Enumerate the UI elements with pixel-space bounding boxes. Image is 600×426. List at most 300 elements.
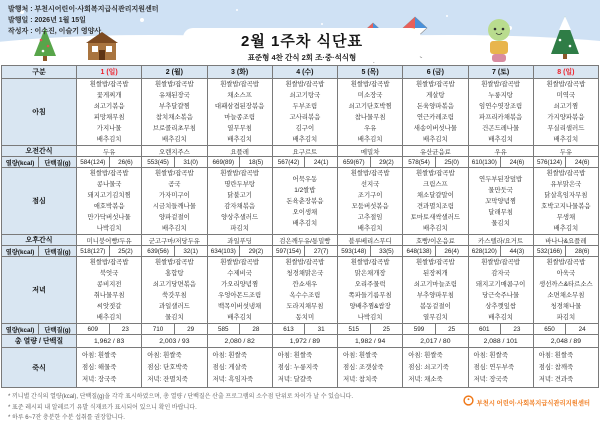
am-snack-cell: 우유: [468, 146, 533, 157]
menu-item: 콩나물국: [96, 181, 122, 188]
menu-item: 파프리카채볶음: [479, 114, 523, 121]
menu-item: 물김치: [165, 314, 184, 321]
kcal-value: 634(103): [207, 246, 240, 257]
menu-item: 돼지고기김치찜: [87, 192, 131, 199]
menu-item: 건곤드레나물: [482, 125, 520, 132]
lunch-cell: [468, 168, 533, 235]
porridge-cell: [142, 348, 207, 388]
breakfast-label: 아침: [2, 79, 77, 146]
menu-item: 배추김치: [162, 225, 187, 232]
publish-date-line: 발행일 : 2026년 1월 15일: [8, 16, 86, 24]
kcal-3-row: [2, 324, 599, 335]
menu-item: 흰쌀밥/잡곡밥: [415, 81, 455, 88]
pm-snack-cell: 카스텔라/요거트: [468, 235, 533, 246]
menu-item: 유채된장국: [158, 92, 190, 99]
menu-item: 파김치: [230, 225, 249, 232]
menu-item: 열무김치: [423, 314, 448, 321]
protein-value: 23: [109, 324, 142, 335]
breakfast-row: [2, 79, 599, 146]
menu-item: 배추김치: [488, 136, 513, 143]
menu-item: 크림스프: [423, 181, 448, 188]
kcal-value: 610(130): [468, 157, 501, 168]
menu-item: 돈육양파볶음: [416, 103, 454, 110]
menu-item: 명란두부탕: [224, 181, 256, 188]
menu-item: 양배추찜&쌈장: [349, 303, 391, 310]
menu-item: 배추김치: [227, 136, 252, 143]
title-box: [183, 28, 421, 62]
kcal-value: 659(67): [338, 157, 371, 168]
menu-item: 김구이: [295, 125, 315, 132]
kcal-value: 601: [468, 324, 501, 335]
menu-item: 연근카레조림: [416, 114, 454, 121]
protein-value: 28(6): [566, 246, 599, 257]
menu-item: 임연수엿장조림: [479, 103, 523, 110]
logo-text: 부천시 어린이·사회복지급식관리지원센터: [476, 399, 590, 407]
menu-item: 점심: 게살죽: [212, 363, 247, 371]
menu-item: 양파겉절이: [158, 214, 190, 221]
dinner-cell: [468, 257, 533, 324]
character-icon: [482, 18, 516, 63]
am-snack-cell: 요플레: [207, 146, 272, 157]
kcal-label: 열량(kcal): [2, 157, 39, 168]
footer: [0, 388, 600, 424]
menu-item: 저녁: 참치죽: [343, 375, 378, 383]
am-snack-cell: 오렌지주스: [142, 146, 207, 157]
menu-item: 아침: 흰쌀죽: [212, 351, 247, 359]
protein-label: 단백질(g): [39, 324, 77, 335]
menu-item: 만가닥버섯나물: [87, 214, 131, 221]
menu-item: 가오리양념찜: [221, 281, 259, 288]
protein-value: 29: [174, 324, 207, 335]
menu-item: 쇠고기단호박찜: [348, 103, 392, 110]
menu-item: 아침: 흰쌀죽: [277, 351, 313, 359]
protein-value: 44(3): [501, 246, 534, 257]
menu-item: 청경채나물: [550, 303, 582, 310]
porridge-row: [2, 348, 599, 388]
menu-item: 흰쌀밥/잡곡밥: [154, 170, 194, 177]
lunch-cell: [338, 168, 403, 235]
menu-item: 돼지고기매콤구이: [475, 281, 526, 288]
pm-snack-cell: 군고구마/저당두유: [142, 235, 207, 246]
menu-item: 아침: 흰쌀죽: [538, 351, 574, 359]
menu-item: 흰쌀밥/잡곡밥: [481, 81, 521, 88]
menu-item: 꽃게찌개: [96, 92, 122, 99]
day-header-8: 8 (일): [533, 66, 598, 79]
kcal-value: 648(138): [403, 246, 436, 257]
protein-value: 24(6): [501, 157, 534, 168]
protein-value: 25: [435, 324, 468, 335]
kcal-value: 593(148): [338, 246, 371, 257]
footnote: * 하루 6~7잔 충분한 수분 섭취를 권장합니다.: [8, 415, 125, 421]
pm-snack-cell: 과일푸딩: [207, 235, 272, 246]
protein-value: 25: [370, 324, 403, 335]
dinner-label: 저녁: [2, 257, 77, 324]
menu-item: 아침: 흰쌀죽: [82, 351, 117, 359]
menu-item: 유부맑은국: [550, 181, 582, 188]
breakfast-cell: [142, 79, 207, 146]
menu-item: 돈육춘장볶음: [286, 197, 324, 205]
dinner-cell: [403, 257, 468, 324]
kcal-value: 599: [403, 324, 436, 335]
menu-item: 연두부된장덮밥: [479, 175, 523, 183]
menu-item: 부추양파무침: [416, 292, 454, 299]
menu-item: 취나물무침: [93, 292, 125, 299]
menu-item: 저녁: 달걀죽: [277, 375, 313, 383]
dinner-cell: [272, 257, 337, 324]
menu-item: 저녁: 잔멸치죽: [147, 375, 188, 383]
lunch-cell: [142, 168, 207, 235]
breakfast-cell: [272, 79, 337, 146]
porridge-cell: [533, 348, 598, 388]
dinner-cell: [77, 257, 142, 324]
kcal-value: 553(45): [142, 157, 175, 168]
menu-item: 누룽지탕: [488, 92, 513, 99]
menu-item: 흰쌀밥/잡곡밥: [481, 259, 521, 266]
menu-item: 우유: [363, 125, 377, 132]
menu-item: 흰쌀밥/잡곡밥: [89, 259, 129, 266]
menu-item: 애호박볶음: [93, 203, 125, 210]
menu-item: 흰쌀밥/잡곡밥: [415, 170, 455, 177]
menu-item: 나박김치: [96, 225, 122, 232]
kcal-value: 567(42): [272, 157, 305, 168]
protein-value: 28: [240, 324, 273, 335]
total-value: 1,982 / 94: [338, 335, 403, 348]
page-title: 2월 1주차 식단표: [241, 33, 363, 50]
protein-value: 33(5): [370, 246, 403, 257]
menu-item: 감자채볶음: [224, 203, 256, 210]
protein-value: 23: [501, 324, 534, 335]
am-snack-cell: 두유: [533, 146, 598, 157]
pm-snack-cell: 바나나&요플레: [533, 235, 598, 246]
kcal-value: 576(124): [533, 157, 566, 168]
porridge-cell: [403, 348, 468, 388]
kcal-value: 578(54): [403, 157, 436, 168]
menu-item: 배추김치: [96, 314, 122, 321]
menu-item: 저녁: 장국죽: [82, 375, 117, 383]
day-header-3: 3 (화): [207, 66, 272, 79]
protein-value: 26(6): [109, 157, 142, 168]
menu-item: 저녁: 장국죽: [473, 375, 508, 383]
day-header-4: 4 (수): [272, 66, 337, 79]
menu-item: 마늘종조림: [224, 114, 256, 121]
protein-value: 31(0): [174, 157, 207, 168]
menu-item: 저녁: 채소죽: [408, 375, 443, 383]
protein-value: 26(4): [435, 246, 468, 257]
menu-item: 쇠고기마늘조림: [413, 281, 457, 288]
porridge-cell: [77, 348, 142, 388]
menu-item: 북엇국: [99, 270, 119, 277]
protein-value: 31: [305, 324, 338, 335]
menu-item: 점심: 해물죽: [82, 363, 117, 371]
menu-item: 점심: 조갯살죽: [343, 363, 384, 371]
kcal-value: 597(154): [272, 246, 305, 257]
menu-item: 꼬막양념찜: [485, 197, 517, 205]
day-header-7: 7 (토): [468, 66, 533, 79]
menu-item: 흰쌀밥/잡곡밥: [350, 259, 390, 266]
kcal-value: 515: [338, 324, 371, 335]
day-header-5: 5 (목): [338, 66, 403, 79]
breakfast-cell: [338, 79, 403, 146]
kcal-value: 518(127): [77, 246, 110, 257]
menu-item: 무실리샐러드: [547, 125, 585, 132]
menu-item: 아침: 흰쌀죽: [473, 351, 508, 359]
menu-item: 점심: 누룽지죽: [277, 363, 319, 371]
menu-item: 동치미: [295, 314, 315, 321]
menu-item: 파김치: [556, 314, 576, 321]
day-header-1: 1 (일): [77, 66, 142, 79]
kcal-value: 669(89): [207, 157, 240, 168]
menu-item: 된장찌개: [423, 270, 448, 277]
menu-item: 청경채맑은국: [286, 270, 324, 277]
menu-item: 과일샐러드: [158, 303, 190, 310]
menu-item: 가자미구이: [158, 192, 190, 199]
day-header-6: 6 (금): [403, 66, 468, 79]
menu-item: 견과멸치조림: [416, 203, 454, 210]
dinner-cell: [338, 257, 403, 324]
menu-item: 상추깻잎쌈: [485, 303, 517, 310]
lunch-cell: [272, 168, 337, 235]
protein-value: 27(7): [305, 246, 338, 257]
kcal-value: 628(120): [468, 246, 501, 257]
menu-item: 당근숙주나물: [482, 292, 520, 299]
am-snack-cell: 메밀차: [338, 146, 403, 157]
menu-item: 1/2쌀밥: [294, 186, 316, 194]
menu-item: 아침: 흰쌀죽: [408, 351, 443, 359]
meal-plan-table: [1, 65, 599, 388]
menu-item: 시금치들깨나물: [152, 203, 196, 210]
pm-snack-cell: 검은깨두유/통밀빵: [272, 235, 337, 246]
menu-item: 흰쌀밥/잡곡밥: [220, 170, 260, 177]
menu-item: 점심: 단호박죽: [147, 363, 188, 371]
page-subtitle: 표준형 4찬 간식 2회 조·중·석식형: [247, 53, 357, 62]
menu-item: 아욱국: [556, 270, 576, 277]
pm-snack-row: [2, 235, 599, 246]
kcal-label: 열량(kcal): [2, 246, 39, 257]
menu-item: 흰쌀밥/잡곡밥: [285, 259, 325, 266]
menu-item: 부추달걀찜: [158, 103, 190, 110]
menu-item: 홍합탕: [165, 270, 184, 277]
porridge-label: 죽식: [2, 348, 77, 388]
protein-value: 29(2): [240, 246, 273, 257]
menu-item: 흰쌀밥/잡곡밥: [350, 170, 390, 177]
kcal-label: 열량(kcal): [2, 324, 39, 335]
menu-item: 흰쌀밥/잡곡밥: [415, 259, 455, 266]
menu-item: 쇠고기탕국: [289, 92, 321, 99]
lunch-cell: [77, 168, 142, 235]
menu-item: 오이생채: [292, 208, 318, 216]
menu-item: 곰국: [168, 181, 181, 188]
total-row: [2, 335, 599, 348]
menu-item: 배추김치: [423, 225, 448, 232]
publisher-line: 발행처 : 부천시어린이·사회복지급식관리지원센터: [8, 6, 159, 13]
menu-item: 고사리볶음: [289, 114, 321, 121]
menu-item: 옥수수조림: [289, 292, 321, 299]
menu-item: 백목이버섯냉채: [218, 303, 262, 310]
menu-item: 대패삼겹된장볶음: [214, 103, 265, 110]
kcal-value: 532(166): [533, 246, 566, 257]
lunch-cell: [207, 168, 272, 235]
lunch-cell: [403, 168, 468, 235]
protein-value: 29(2): [370, 157, 403, 168]
menu-item: 열무무침: [227, 125, 252, 132]
dinner-cell: [207, 257, 272, 324]
protein-label: 단백질(g): [39, 246, 77, 257]
lunch-cell: [533, 168, 598, 235]
menu-item: 배추김치: [553, 136, 579, 143]
kcal-value: 585: [207, 324, 240, 335]
kcal-1-row: [2, 157, 599, 168]
menu-item: 미역국: [556, 92, 576, 99]
menu-item: 쇠고기당면볶음: [152, 281, 196, 288]
menu-item: 감자국: [491, 270, 510, 277]
total-value: 2,080 / 82: [207, 335, 272, 348]
porridge-cell: [272, 348, 337, 388]
total-value: 2,088 / 101: [468, 335, 533, 348]
menu-item: 깐쇼새우: [292, 281, 318, 288]
menu-item: 흰쌀밥/잡곡밥: [89, 170, 129, 177]
total-label: 총 열량 / 단백질: [2, 335, 77, 348]
kcal-value: 650: [533, 324, 566, 335]
am-snack-cell: 두유: [77, 146, 142, 157]
protein-label: 단백질(g): [39, 157, 77, 168]
menu-item: 무생채: [556, 214, 576, 221]
protein-value: 25(0): [435, 157, 468, 168]
protein-value: 18(5): [240, 157, 273, 168]
menu-item: 게살탕: [426, 92, 445, 99]
footnote: * 끼니별 간식의 열량(kcal), 단백질(g)을 각각 표시하였으며, 총 열량 / 단백질은 산출 프로그램의 소수점 단위로 차이가 날 수 있습니다.: [8, 394, 354, 400]
menu-item: 가지나물: [96, 125, 122, 132]
menu-item: 배추김치: [488, 314, 513, 321]
menu-item: 수제비국: [227, 270, 252, 277]
menu-item: 우엉아몬드조림: [218, 292, 262, 299]
protein-value: 24: [566, 324, 599, 335]
total-value: 2,017 / 80: [403, 335, 468, 348]
menu-item: 오리주물럭: [354, 281, 386, 288]
pm-snack-cell: 호빵/이온음료: [403, 235, 468, 246]
menu-item: 닭불고기: [227, 192, 252, 199]
kcal-value: 639(56): [142, 246, 175, 257]
menu-item: 호박고지나물볶음: [541, 203, 591, 210]
menu-item: 흰쌀밥/잡곡밥: [546, 259, 586, 266]
kcal-value: 613: [272, 324, 305, 335]
menu-item: 점심: 참깨죽: [538, 363, 574, 371]
lunch-label: 점심: [2, 168, 77, 235]
pm-snack-cell: 블루베리스무디: [338, 235, 403, 246]
author-line: 작성자 : 이수진, 이슬기 영양사: [8, 27, 102, 35]
day-header-row: [2, 66, 599, 79]
porridge-cell: [468, 348, 533, 388]
menu-item: 나박김치: [357, 314, 383, 321]
menu-item: 양상추샐러드: [221, 214, 259, 221]
menu-item: 쑥갓무침: [162, 292, 187, 299]
menu-item: 배추김치: [357, 225, 383, 232]
menu-item: 아침: 흰쌀죽: [147, 351, 182, 359]
kcal-2-row: [2, 246, 599, 257]
menu-item: 조기구이: [357, 192, 383, 199]
menu-item: 어묵우동: [292, 175, 318, 183]
menu-item: 배추김치: [96, 136, 122, 143]
menu-item: 브로콜리초무침: [152, 125, 196, 132]
pm-snack-cell: 미니붕어빵/두유: [77, 235, 142, 246]
menu-item: 도라지채무침: [286, 303, 324, 310]
menu-item: 배추김치: [553, 225, 579, 232]
breakfast-cell: [77, 79, 142, 146]
menu-item: 흰쌀밥/잡곡밥: [546, 81, 586, 88]
menu-item: 흰쌀밥/잡곡밥: [154, 81, 194, 88]
menu-item: 흰쌀밥/잡곡밥: [154, 259, 194, 266]
corner-label: 구분: [2, 66, 77, 79]
am-snack-cell: 요구르트: [272, 146, 337, 157]
menu-item: 저녁: 흑임자죽: [212, 375, 254, 383]
menu-item: 점심: 연두부죽: [473, 363, 515, 371]
menu-item: 씨앗젓갈: [96, 303, 122, 310]
menu-item: 배추김치: [292, 219, 318, 227]
menu-item: 점심: 쇠고기죽: [408, 363, 449, 371]
center-logo: [463, 393, 590, 411]
snow-tree-icon: [548, 14, 582, 63]
lunch-row: [2, 168, 599, 235]
menu-item: 흰쌀밥/잡곡밥: [350, 81, 390, 88]
kcal-value: 584(124): [77, 157, 110, 168]
menu-item: 채소달걀말이: [416, 192, 454, 199]
total-value: 2,003 / 93: [142, 335, 207, 348]
menu-item: 소면채소무침: [547, 292, 585, 299]
menu-item: 흰쌀밥/잡곡밥: [89, 81, 129, 88]
total-value: 1,962 / 83: [77, 335, 142, 348]
protein-value: 25(2): [109, 246, 142, 257]
menu-item: 저녁: 견과죽: [538, 375, 574, 383]
protein-value: 24(6): [566, 157, 599, 168]
menu-item: 피망채무침: [93, 114, 125, 121]
porridge-cell: [207, 348, 272, 388]
menu-item: 토마토새싹샐러드: [410, 214, 461, 221]
footnote: * 표준 레시피 내 알레르기 유발 식재료가 표시되어 있으니 확인 바랍니다.: [8, 404, 197, 411]
header-banner: [0, 0, 600, 63]
total-value: 1,972 / 89: [272, 335, 337, 348]
menu-item: 닭살흑임자무침: [544, 192, 588, 199]
menu-item: 선지국: [360, 181, 380, 188]
menu-item: 흰쌀밥/잡곡밥: [220, 259, 260, 266]
dinner-cell: [142, 257, 207, 324]
logo-icon: [463, 393, 474, 411]
menu-item: 쪽파들기름무침: [348, 292, 392, 299]
menu-item: 미소장국: [357, 92, 383, 99]
breakfast-cell: [468, 79, 533, 146]
menu-item: 새송이버섯나물: [413, 125, 457, 132]
kcal-value: 609: [77, 324, 110, 335]
menu-item: 흰쌀밥/잡곡밥: [220, 81, 260, 88]
day-header-2: 2 (월): [142, 66, 207, 79]
menu-item: 달래무침: [488, 208, 513, 216]
menu-item: 쇠고기찜: [553, 103, 579, 110]
menu-item: 배추김치: [357, 136, 383, 143]
menu-item: 물김치: [491, 219, 510, 227]
menu-item: 고추절임: [357, 214, 383, 221]
pm-snack-label: 오후간식: [2, 235, 77, 246]
menu-item: 봄동겉절이: [419, 303, 451, 310]
menu-item: 흰쌀밥/잡곡밥: [285, 81, 325, 88]
am-snack-cell: 유산균음료: [403, 146, 468, 157]
menu-item: 쇠고기볶음: [93, 103, 125, 110]
kcal-value: 710: [142, 324, 175, 335]
breakfast-cell: [403, 79, 468, 146]
menu-item: 배추김치: [162, 136, 187, 143]
menu-item: 채소스프: [227, 92, 252, 99]
menu-item: 모둠버섯볶음: [351, 203, 389, 210]
menu-item: 물만둣국: [488, 186, 513, 194]
menu-item: 참나물무침: [354, 114, 386, 121]
total-value: 2,048 / 89: [533, 335, 598, 348]
